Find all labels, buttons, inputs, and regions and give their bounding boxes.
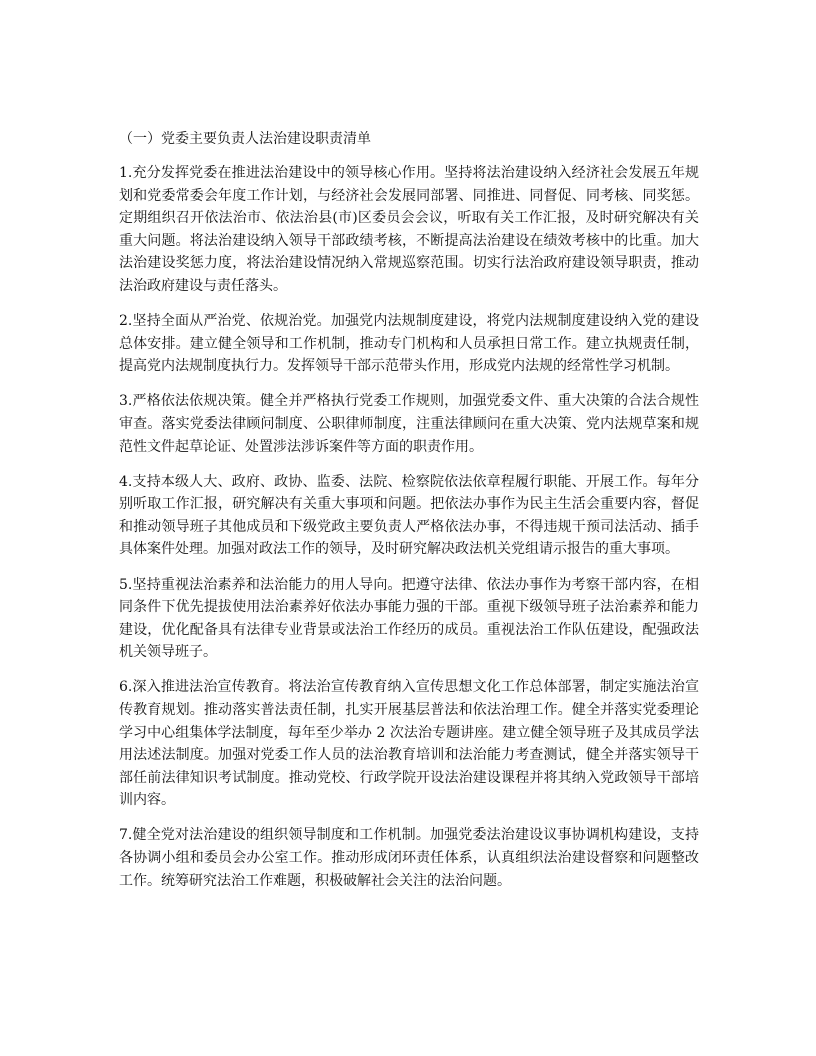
document-page (119, 128, 699, 905)
paragraph-2: 2.坚持全面从严治党、依规治党。加强党内法规制度建设，将党内法规制度建设纳入党的建设总体安排。建立健全领导和工作机制，推动专门机构和人员承担日常工作。建立执规责任制，提高党内法规制度执行力。发挥领导干部示范带头作用，形成党内法规的经常性学习机制。 (119, 313, 699, 375)
paragraph-6: 6.深入推进法治宣传教育。将法治宣传教育纳入宣传思想文化工作总体部署，制定实施法治宣传教育规划。推动落实普法责任制，扎实开展基层普法和依法治理工作。健全并落实党委理论学习中心组集体学法制度，每年至少举办 2 次法治专题讲座。建立健全领导班子及其成员学法用法述法制度。加强对党委工作人员的法治教育培训和法治能力考查测试，健全并落实领导干部任前法律知识考试制度。推动党校、行政学院开设法治建设课程并将其纳入党政领导干部培训内容。 (119, 679, 699, 809)
paragraph-5: 5.坚持重视法治素养和法治能力的用人导向。把遵守法律、依法办事作为考察干部内容，在相同条件下优先提拔使用法治素养好依法办事能力强的干部。重视下级领导班子法治素养和能力建设，优化配备具有法律专业背景或法治工作经历的成员。重视法治工作队伍建设，配强政法机关领导班子。 (119, 576, 699, 661)
section-heading: （一）党委主要负责人法治建设职责清单 (119, 131, 371, 147)
paragraph-1: 1.充分发挥党委在推进法治建设中的领导核心作用。坚持将法治建设纳入经济社会发展五年规划和党委常委会年度工作计划，与经济社会发展同部署、同推进、同督促、同考核、同奖惩。定期组织召开依法治市、依法治县(市)区委员会会议，听取有关工作汇报，及时研究解决有关重大问题。将法治建设纳入领导干部政绩考核，不断提高法治建设在绩效考核中的比重。加大法治建设奖惩力度，将法治建设情况纳入常规巡察范围。切实行法治政府建设领导职责，推动法治政府建设与责任落头。 (119, 165, 699, 294)
paragraph-4: 4.支持本级人大、政府、政协、监委、法院、检察院依法依章程履行职能、开展工作。每年分别听取工作汇报，研究解决有关重大事项和问题。把依法办事作为民主生活会重要内容，督促和推动领导班子其他成员和下级党政主要负责人严格依法办事，不得违规干预司法活动、插手具体案件处理。加强对政法工作的领导，及时研究解决政法机关党组请示报告的重大事项。 (119, 473, 699, 558)
paragraph-7: 7.健全党对法治建设的组织领导制度和工作机制。加强党委法治建设议事协调机构建设，支持各协调小组和委员会办公室工作。推动形成闭环责任体系，认真组织法治建设督察和问题整改工作。统筹研究法治工作难题，积极破解社会关注的法治问题。 (119, 827, 699, 889)
paragraph-3: 3.严格依法依规决策。健全并严格执行党委工作规则，加强党委文件、重大决策的合法合规性审查。落实党委法律顾问制度、公职律师制度，注重法律顾问在重大决策、党内法规草案和规范性文件起草论证、处置涉法涉诉案件等方面的职责作用。 (119, 393, 699, 455)
